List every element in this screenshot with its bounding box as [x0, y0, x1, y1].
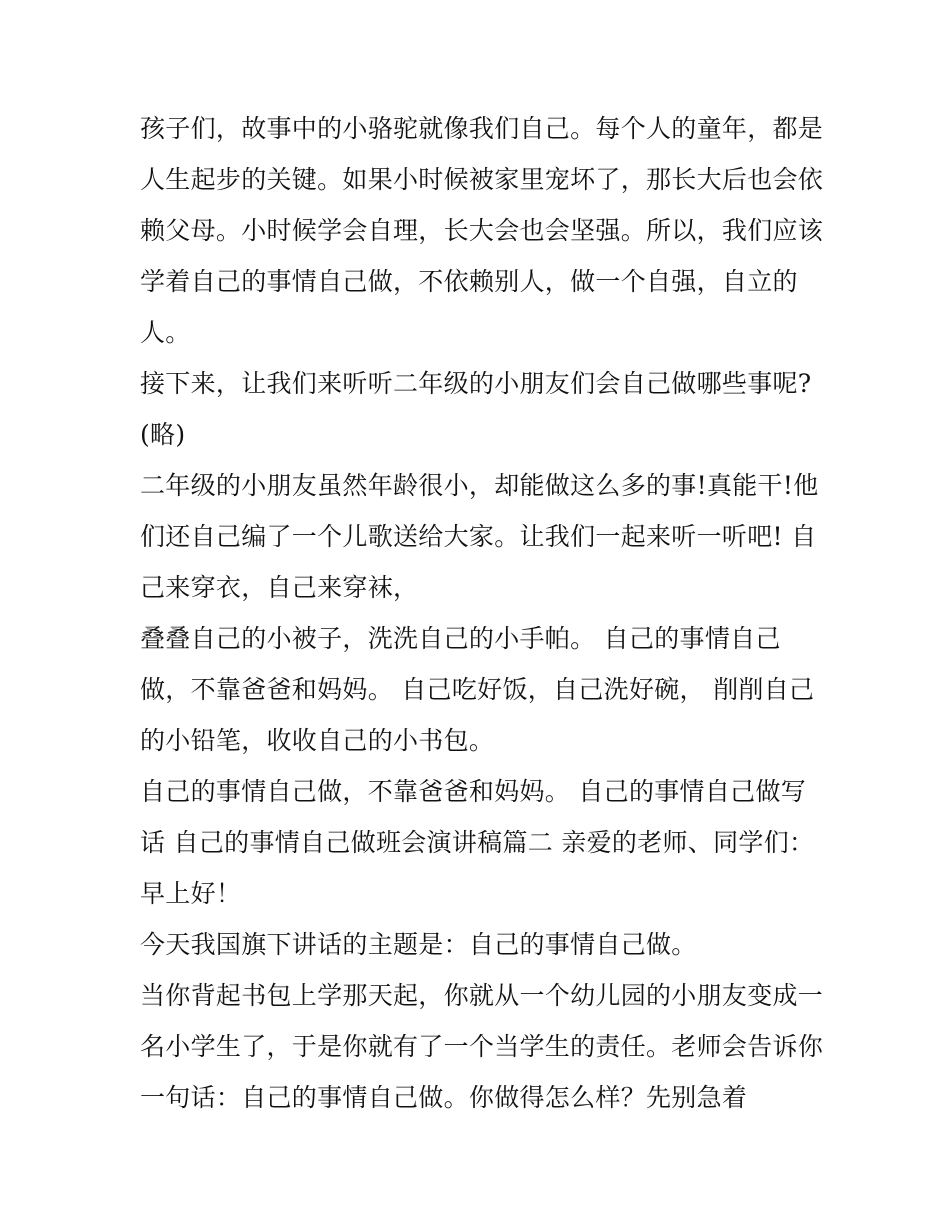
text-line: 学着自己的事情自己做，不依赖别人，做一个自强，自立的 — [140, 267, 798, 296]
text-line: 的小铅笔，收收自己的小书包。 — [140, 726, 495, 755]
text-line: 接下来，让我们来听听二年级的小朋友们会自己做哪些事呢? — [140, 369, 812, 398]
text-line: 一句话：自己的事情自己做。你做得怎么样？先别急着 — [140, 1083, 748, 1112]
text-line: (略) — [140, 420, 186, 449]
text-line: 赖父母。小时候学会自理，长大会也会坚强。所以，我们应该 — [140, 216, 824, 245]
text-line: 做，不靠爸爸和妈妈。 自己吃好饭，自己洗好碗， 削削自己 — [140, 675, 815, 704]
text-line: 今天我国旗下讲话的主题是：自己的事情自己做。 — [140, 930, 697, 959]
text-line: 孩子们，故事中的小骆驼就像我们自己。每个人的童年，都是 — [140, 114, 824, 143]
text-line: 人。 — [140, 318, 191, 347]
text-line: 二年级的小朋友虽然年龄很小，却能做这么多的事!真能干!他 — [140, 471, 819, 500]
text-line: 们还自己编了一个儿歌送给大家。让我们一起来听一听吧! 自 — [140, 522, 817, 551]
text-line: 早上好！ — [140, 879, 242, 908]
text-line: 人生起步的关键。如果小时候被家里宠坏了，那长大后也会依 — [140, 165, 824, 194]
text-line: 名小学生了，于是你就有了一个当学生的责任。老师会告诉你 — [140, 1032, 824, 1061]
text-line: 当你背起书包上学那天起，你就从一个幼儿园的小朋友变成一 — [140, 981, 824, 1010]
text-line: 自己的事情自己做，不靠爸爸和妈妈。 自己的事情自己做写 — [140, 777, 807, 806]
text-line: 话 自己的事情自己做班会演讲稿篇二 亲爱的老师、同学们： — [140, 828, 815, 857]
text-line: 己来穿衣，自己来穿袜， — [140, 573, 419, 602]
text-line: 叠叠自己的小被子，洗洗自己的小手帕。 自己的事情自己 — [140, 624, 781, 653]
